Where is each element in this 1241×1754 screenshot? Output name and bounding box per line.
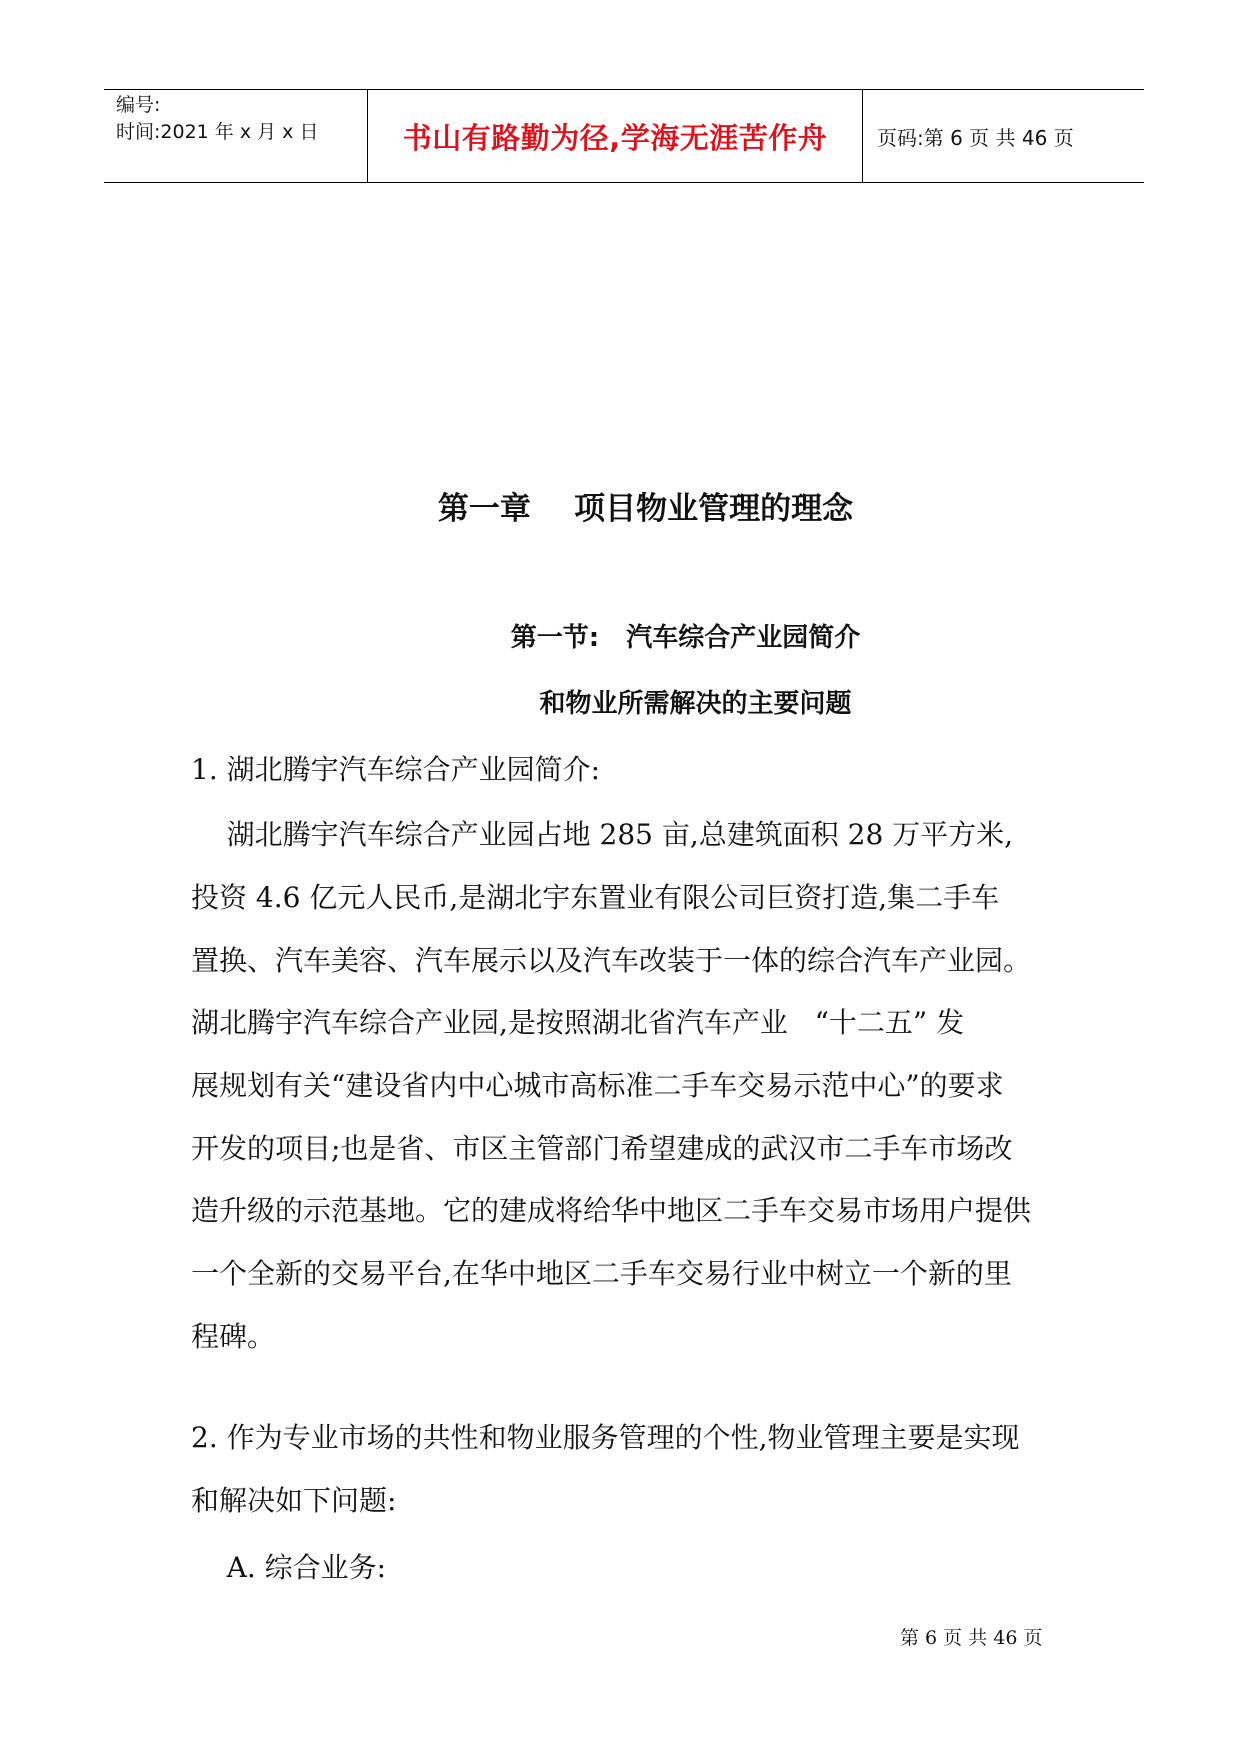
para1-line: 程碑。 (191, 1320, 276, 1353)
chapter-title: 第一章 项目物业管理的理念 (437, 491, 854, 527)
header-page-cell (863, 90, 1144, 182)
page-footer: 第 6 页 共 46 页 (900, 1627, 1043, 1649)
header-motto-cell (368, 90, 863, 182)
para1-line: 湖北腾宇汽车综合产业园占地 285 亩,总建筑面积 28 万平方米, (191, 818, 1014, 851)
section-title-line2: 和物业所需解决的主要问题 (539, 689, 852, 719)
para1-line: 一个全新的交易平台,在华中地区二手车交易行业中树立一个新的里 (191, 1257, 1012, 1290)
para1-line: 置换、汽车美容、汽车展示以及汽车改装于一体的综合汽车产业园。 (191, 944, 1032, 977)
header-info-cell (104, 90, 368, 182)
motto: 书山有路勤为径,学海无涯苦作舟 (402, 120, 828, 155)
para1-line: 湖北腾宇汽车综合产业园,是按照湖北省汽车产业 “十二五” 发 (191, 1006, 965, 1039)
time-label: 时间:2021 年 x 月 x 日 (116, 121, 319, 143)
para1-line: 展规划有关“建设省内中心城市高标准二手车交易示范中心”的要求 (191, 1069, 1004, 1102)
para1-line: 造升级的示范基地。它的建成将给华中地区二手车交易市场用户提供 (191, 1194, 1032, 1227)
item2-line: 2. 作为专业市场的共性和物业服务管理的个性,物业管理主要是实现 (191, 1421, 1020, 1454)
section-title-line1: 第一节: 汽车综合产业园简介 (510, 623, 861, 653)
para1-line: 开发的项目;也是省、市区主管部门希望建成的武汉市二手车市场改 (191, 1132, 1013, 1165)
number-label: 编号: (116, 94, 161, 116)
page-header (104, 89, 1144, 183)
item2-line: 和解决如下问题: (191, 1484, 397, 1517)
header-page-label: 页码:第 6 页 共 46 页 (877, 125, 1074, 150)
item-a-heading: A. 综合业务: (191, 1551, 387, 1584)
para1-line: 投资 4.6 亿元人民币,是湖北宇东置业有限公司巨资打造,集二手车 (191, 881, 1000, 914)
item1-heading: 1. 湖北腾宇汽车综合产业园简介: (191, 753, 601, 786)
